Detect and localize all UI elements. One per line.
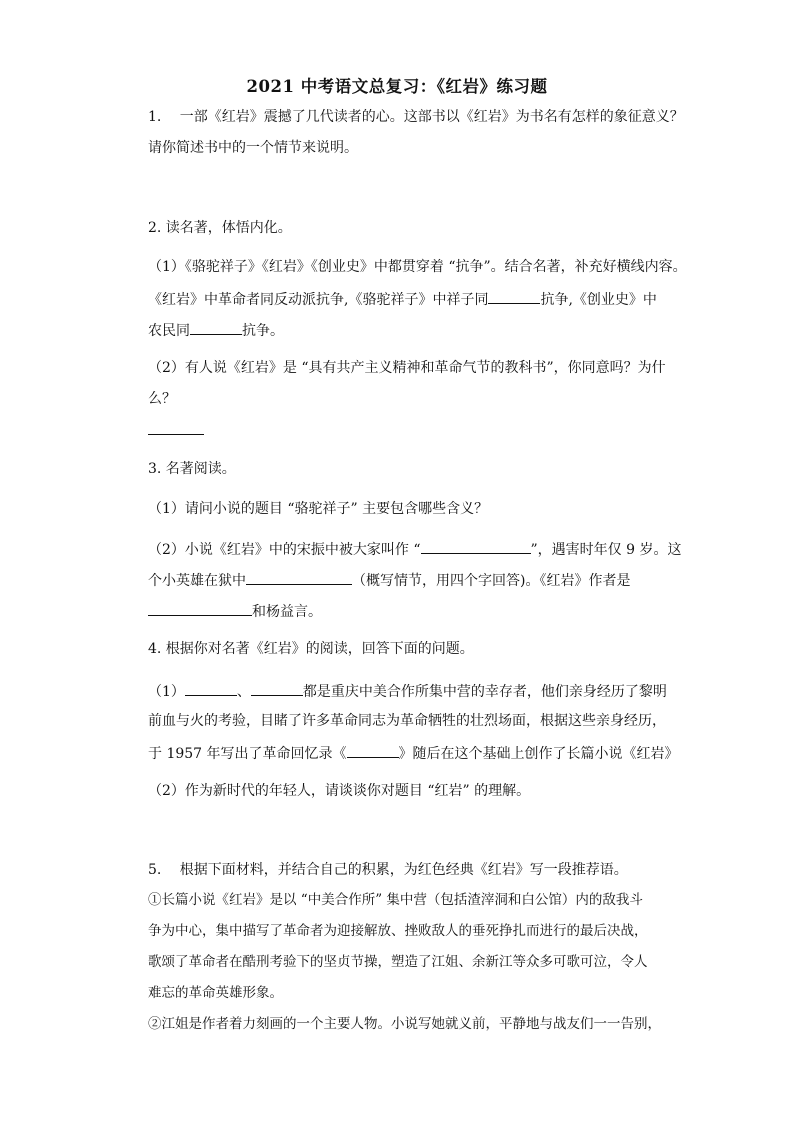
q4-part1-text-a: （1） [148,684,185,700]
q1-line-2: 请你简述书中的一个情节来说明。 [148,140,358,156]
q3-part2-text-a: （2）小说《红岩》中的宋振中被大家叫作 “ [148,542,421,558]
q3-part2-line-2 [148,569,630,591]
q3-part2-line-3 [148,600,322,622]
answer-blank[interactable] [190,319,242,335]
answer-blank[interactable] [246,569,352,585]
q3-part1: （1）请问小说的题目 “骆驼祥子” 主要包含哪些含义？ [148,501,489,517]
q5-material-1-line-4: 难忘的革命英雄形象。 [148,985,283,1001]
q4-heading: 4. 根据你对名著《红岩》的阅读，回答下面的问题。 [148,641,474,657]
q2-part2-line-1: （2）有人说《红岩》是 “具有共产主义精神和革命气节的教科书”，你同意吗？为什 [148,360,666,376]
document-title: 2021 中考语文总复习：《红岩》练习题 [246,77,548,96]
q3-part2-text-d: （概写情节，用四个字回答)。《红岩》作者是 [352,573,631,589]
q2-part1-text-d: 抗争。 [242,323,284,339]
q4-part1-line-3 [148,742,679,764]
q2-part1-line-3 [148,319,284,341]
q3-heading: 3. 名著阅读。 [148,461,236,477]
answer-blank[interactable] [347,742,399,758]
q5-material-1-line-3: 歌颂了革命者在酷刑考验下的坚贞节操，塑造了江姐、余新江等众多可歌可泣，令人 [148,954,648,970]
q2-heading: 2. 读名著，体悟内化。 [148,220,292,236]
answer-blank[interactable] [148,600,252,616]
q2-part1-text-a: 《红岩》中革命者同反动派抗争,《骆驼祥子》中祥子同 [148,292,489,308]
q4-part1-line-1 [148,680,667,702]
q5-material-2-line-1: ②江姐是作者着力刻画的一个主要人物。小说写她就义前，平静地与战友们一一告别， [148,1016,661,1032]
q2-part2-line-2: 么？ [148,391,176,407]
answer-blank[interactable] [185,680,237,696]
q1-line-1: 1. 一部《红岩》震撼了几代读者的心。这部书以《红岩》为书名有怎样的象征意义？ [148,109,684,125]
q4-part1-text-b: 都是重庆中美合作所集中营的幸存者，他们亲身经历了黎明 [302,684,667,700]
q2-part1-line-2 [148,288,657,310]
answer-blank[interactable] [421,538,531,554]
q2-part1-text-b: 抗争,《创业史》中 [540,292,657,308]
q3-part2-text-b: ”，遇害时年仅 9 岁。这 [530,542,682,558]
q3-part2-text-c: 个小英雄在狱中 [148,573,246,589]
q5-material-1-line-2: 争为中心，集中描写了革命者为迎接解放、挫败敌人的垂死挣扎而进行的最后决战， [148,923,648,939]
q5-material-1-line-1: ①长篇小说《红岩》是以 “中美合作所” 集中营（包括渣滓洞和白公馆）内的敌我斗 [148,892,643,908]
q4-part1-sep: 、 [236,684,251,700]
q2-part1-line-1: （1）《骆驼祥子》《红岩》《创业史》中都贯穿着 “抗争”。结合名著，补充好横线内容。 [148,259,687,275]
q4-part1-text-d: 》随后在这个基础上创作了长篇小说《红岩》 [398,746,679,762]
q4-part1-text-c: 于 1957 年写出了革命回忆录《 [148,746,347,762]
q2-part1-text-c: 农民同 [148,323,190,339]
q5-heading: 5. 根据下面材料，并结合自己的积累，为红色经典《红岩》写一段推荐语。 [148,862,628,878]
q3-part2-line-1 [148,538,681,560]
answer-blank[interactable] [488,288,540,304]
q4-part2: （2）作为新时代的年轻人，请谈谈你对题目 “红岩” 的理解。 [148,783,531,799]
q4-part1-line-2: 前血与火的考验，目睹了许多革命同志为革命牺牲的壮烈场面，根据这些亲身经历， [148,713,666,729]
answer-blank[interactable] [251,680,303,696]
answer-line[interactable] [148,434,204,435]
q3-part2-text-e: 和杨益言。 [252,604,322,620]
